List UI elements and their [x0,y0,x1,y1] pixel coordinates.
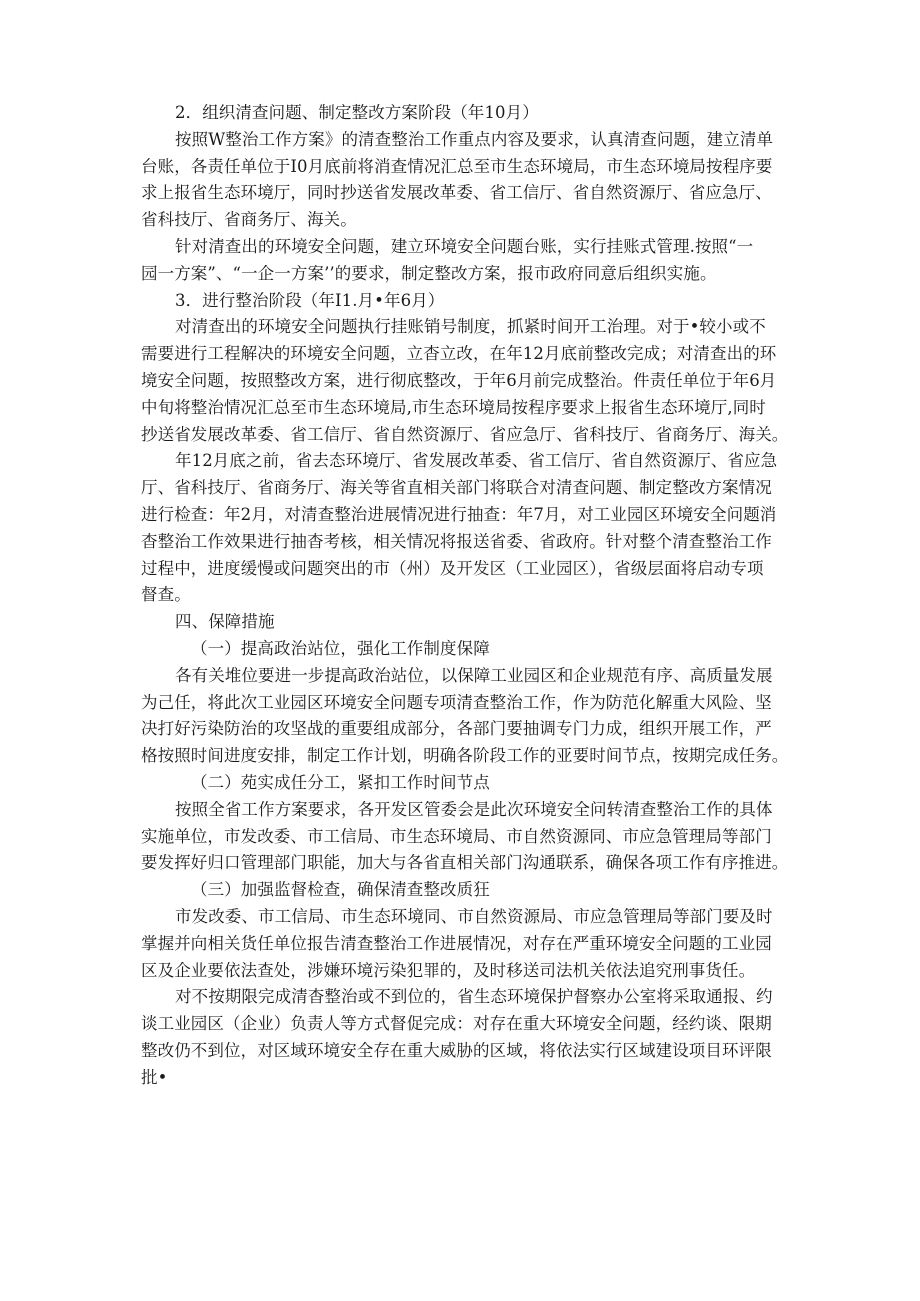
text-line: 实施单位，市发改委、市工信局、市生态环境局、市自然资源同、市应急管理局等部门 [141,826,772,846]
text-line: 按照W整治工作方案》的清查整治工作重点内容及要求，认真清查问题，建立清单 [175,129,774,149]
text-line: 中旬将整治情况汇总至市生态环境局,市生态环境局按程序要求上报省生态环境厅,同时 [141,397,766,417]
text-line: 需要进行工程解决的环境安全问题，立杳立改，在年12月底前整改完成；对清查出的环 [141,344,777,364]
text-line: （一）提高政治站位，强化工作制度保障 [191,638,490,658]
text-line: 年12月底之前，省去态环境厅、省发展改革委、省工信厅、省自然资源厅、省应急 [175,451,778,471]
document-page [141,100,794,1091]
text-line: 格按照时间进度安排，制定工作计划，明确各阶段工作的亚要时间节点，按期完成任务。 [141,746,789,766]
text-line: 谈工业园区（企业）负责人等方式督促完成：对存在重大环境安全问题，经约谈、限期 [141,1014,772,1034]
text-line: 厅、省科技厅、省商务厅、海关等省直相关部门将联合对清查问题、制定整改方案情况 [141,478,772,498]
text-line: 3．进行整治阶段（年I1.月•年6月） [175,290,445,310]
text-line: 掌握并向相关货任单位报告清查整治工作进展情况，对存在严重环境安全问题的工业园 [141,933,772,953]
text-line: 省科技厅、省商务厅、海关。 [141,210,357,230]
text-line: 整改仍不到位，对区域环境安全存在重大威胁的区域，将依法实行区域建设项目环评限 [141,1040,772,1060]
text-line: 市发改委、市工信局、市生态环境同、市自然资源局、市应急管理局等部门要及时 [175,906,773,926]
text-line: 针对清查出的环境安全问题，建立环境安全问题台账，实行挂账式管理.按照“一 [175,236,754,256]
text-line: 决打好污染防治的攻坚战的重要组成部分，各部门要抽调专门力成，组织开展工作，严 [141,719,772,739]
text-line: 2．组织清查问题、制定整改方案阶段（年10月） [175,103,539,122]
text-line: 对不按期限完成清杳整治或不到位的，省生态环境保护督察办公室将采取通报、约 [175,987,773,1007]
text-line: 区及企业要依法查处，涉嫌环境污染犯罪的，及时移送司法机关依法追究刑事货任。 [141,960,756,980]
text-line: 批• [141,1067,168,1087]
text-line: （二）苑实成任分工，紧扣工作时间节点 [191,772,490,792]
text-line: 各有关堆位要进一步提高政治站位，以保障工业园区和企业规范有序、高质量发展 [175,665,773,685]
text-line: 为己任，将此次工业园区环境安全问题专项清查整治工作，作为防范化解重大风险、坚 [141,692,772,712]
text-line: 督查。 [141,585,191,605]
text-line: 台账，各责任单位于I0月底前将消查情况汇总至市生态环境局，市生态环境局按程序要 [141,156,773,176]
text-line: （三）加强监督检查，确保清查整改质狂 [191,880,490,900]
text-line: 杳整治工作效果进行抽杳考核，相关情况将报送省委、省政府。针对整个清查整治工作 [141,531,772,551]
text-line: 进行检查：年2月，对清查整治进展情况进行抽查：年7月，对工业园区环境安全问题消 [141,504,777,524]
text-line: 抄送省发展改革委、省工信厅、省自然资源厅、省应急厅、省科技厅、省商务厅、海关。 [141,424,789,444]
text-line: 园一方案”、“一企一方案’’的要求，制定整改方案，报市政府同意后组织实施。 [141,263,717,283]
text-line: 要发挥好归口管理部门职能，加大与各省直相关部门沟通联系，确保各项工作有序推进。 [141,853,789,873]
text-line: 按照全省工作方案要求，各开发区管委会是此次环境安全问转清查整治工作的具体 [175,799,773,819]
text-line: 求上报省生态环境厅，同时抄送省发展改革委、省工信厅、省自然资源厅、省应急厅、 [141,183,772,203]
text-line: 四、保障措施 [175,612,275,632]
text-line: 境安全问题，按照整改方案，进行彻底整改，于年6月前完成整治。件责任单位于年6月 [141,370,777,390]
text-line: 过程中，进度缓慢或问题突出的市（州）及开发区（工业园区），省级层面将启动专项 [141,558,764,578]
text-line: 对清查出的环境安全问题执行挂账销号制度，抓紧时间开工治理。对于•较小或不 [175,317,766,337]
